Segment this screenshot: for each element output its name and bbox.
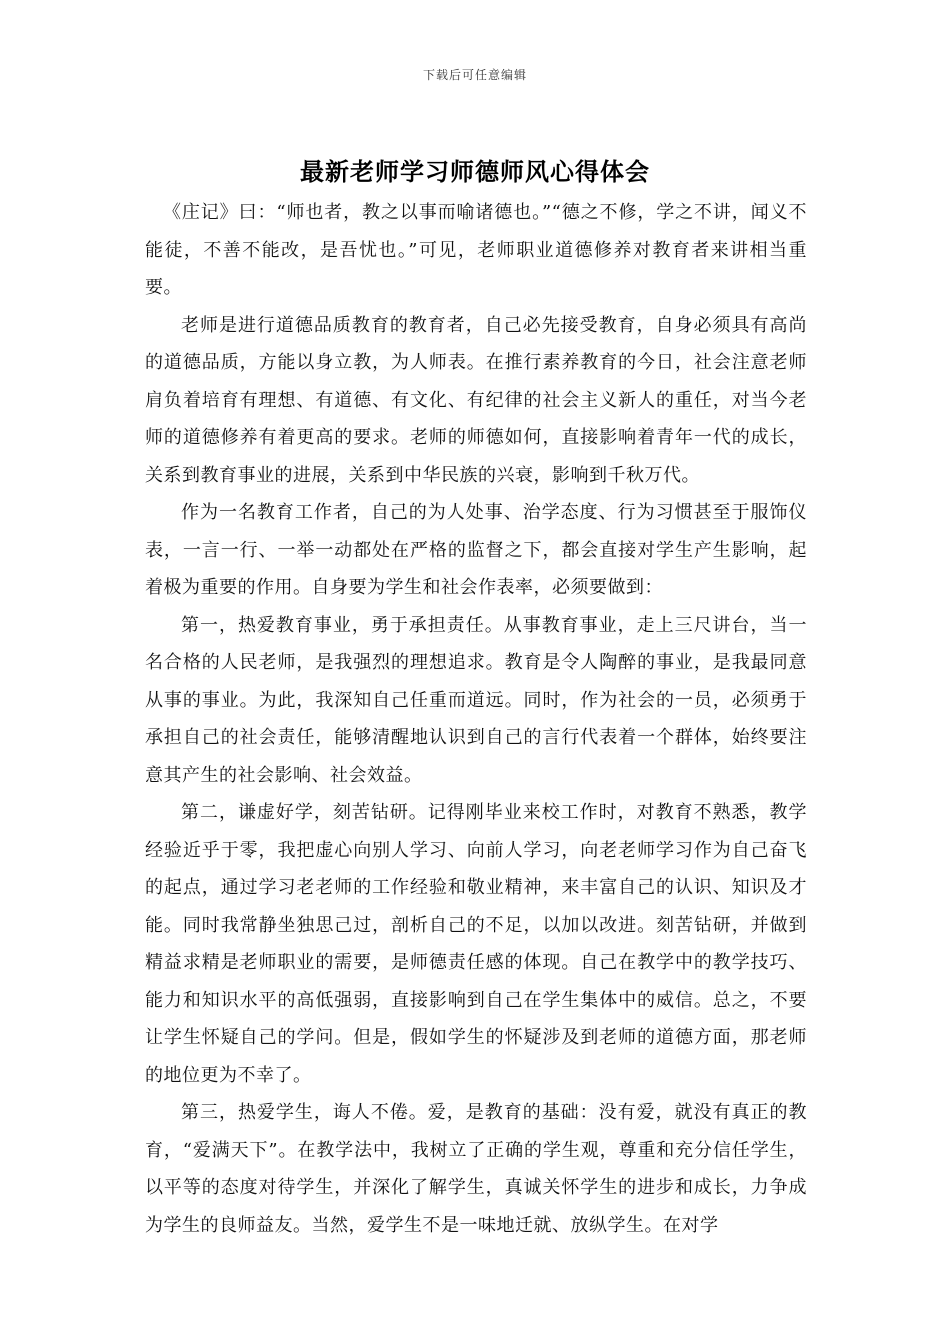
paragraph-5: 第二，谦虚好学，刻苦钻研。记得刚毕业来校工作时，对教育不熟悉，教学经验近乎于零，我把虚心向别人学习、向前人学习，向老老师学习作为自己奋飞的起点，通过学习老老师的工作经验和敬业精神，来丰富自己的认识、知识及才能。同时我常静坐独思己过，剖析自己的不足，以加以改进。刻苦钻研，并做到精益求精是老师职业的需要，是师德责任感的体现。自己在教学中的教学技巧、能力和知识水平的高低强弱，直接影响到自己在学生集体中的威信。总之，不要让学生怀疑自己的学问。但是，假如学生的怀疑涉及到老师的道德方面，那老师的地位更为不幸了。 [145, 802, 807, 1086]
document-title: 最新老师学习师德师风心得体会 [300, 158, 650, 186]
paragraph-6: 第三，热爱学生，诲人不倦。爱，是教育的基础：没有爱，就没有真正的教育，“爱满天下”。在教学法中，我树立了正确的学生观，尊重和充分信任学生，以平等的态度对待学生，并深化了解学生，真诚关怀学生的进步和成长，力争成为学生的良师益友。当然，爱学生不是一味地迁就、放纵学生。在对学 [145, 1102, 807, 1236]
document-body [145, 194, 807, 1244]
paragraph-1: 《庄记》曰：“师也者，教之以事而喻诸德也。”“德之不修，学之不讲，闻义不能徒，不善不能改，是吾忧也。”可见，老师职业道德修养对教育者来讲相当重要。 [145, 202, 807, 298]
paragraph-2: 老师是进行道德品质教育的教育者，自己必先接受教育，自身必须具有高尚的道德品质，方能以身立教，为人师表。在推行素养教育的今日，社会注意老师肩负着培育有理想、有道德、有文化、有纪律的社会主义新人的重任，对当今老师的道德修养有着更高的要求。老师的师德如何，直接影响着青年一代的成长，关系到教育事业的进展，关系到中华民族的兴衰，影响到千秋万代。 [145, 314, 807, 486]
paragraph-4: 第一，热爱教育事业，勇于承担责任。从事教育事业，走上三尺讲台，当一名合格的人民老师，是我强烈的理想追求。教育是令人陶醉的事业，是我最同意从事的事业。为此，我深知自己任重而道远。同时，作为社会的一员，必须勇于承担自己的社会责任，能够清醒地认识到自己的言行代表着一个群体，始终要注意其产生的社会影响、社会效益。 [145, 614, 807, 786]
header-note: 下载后可任意编辑 [422, 68, 527, 82]
paragraph-3: 作为一名教育工作者，自己的为人处事、治学态度、行为习惯甚至于服饰仪表，一言一行、一举一动都处在严格的监督之下，都会直接对学生产生影响，起着极为重要的作用。自身要为学生和社会作表率，必须要做到： [145, 502, 807, 598]
